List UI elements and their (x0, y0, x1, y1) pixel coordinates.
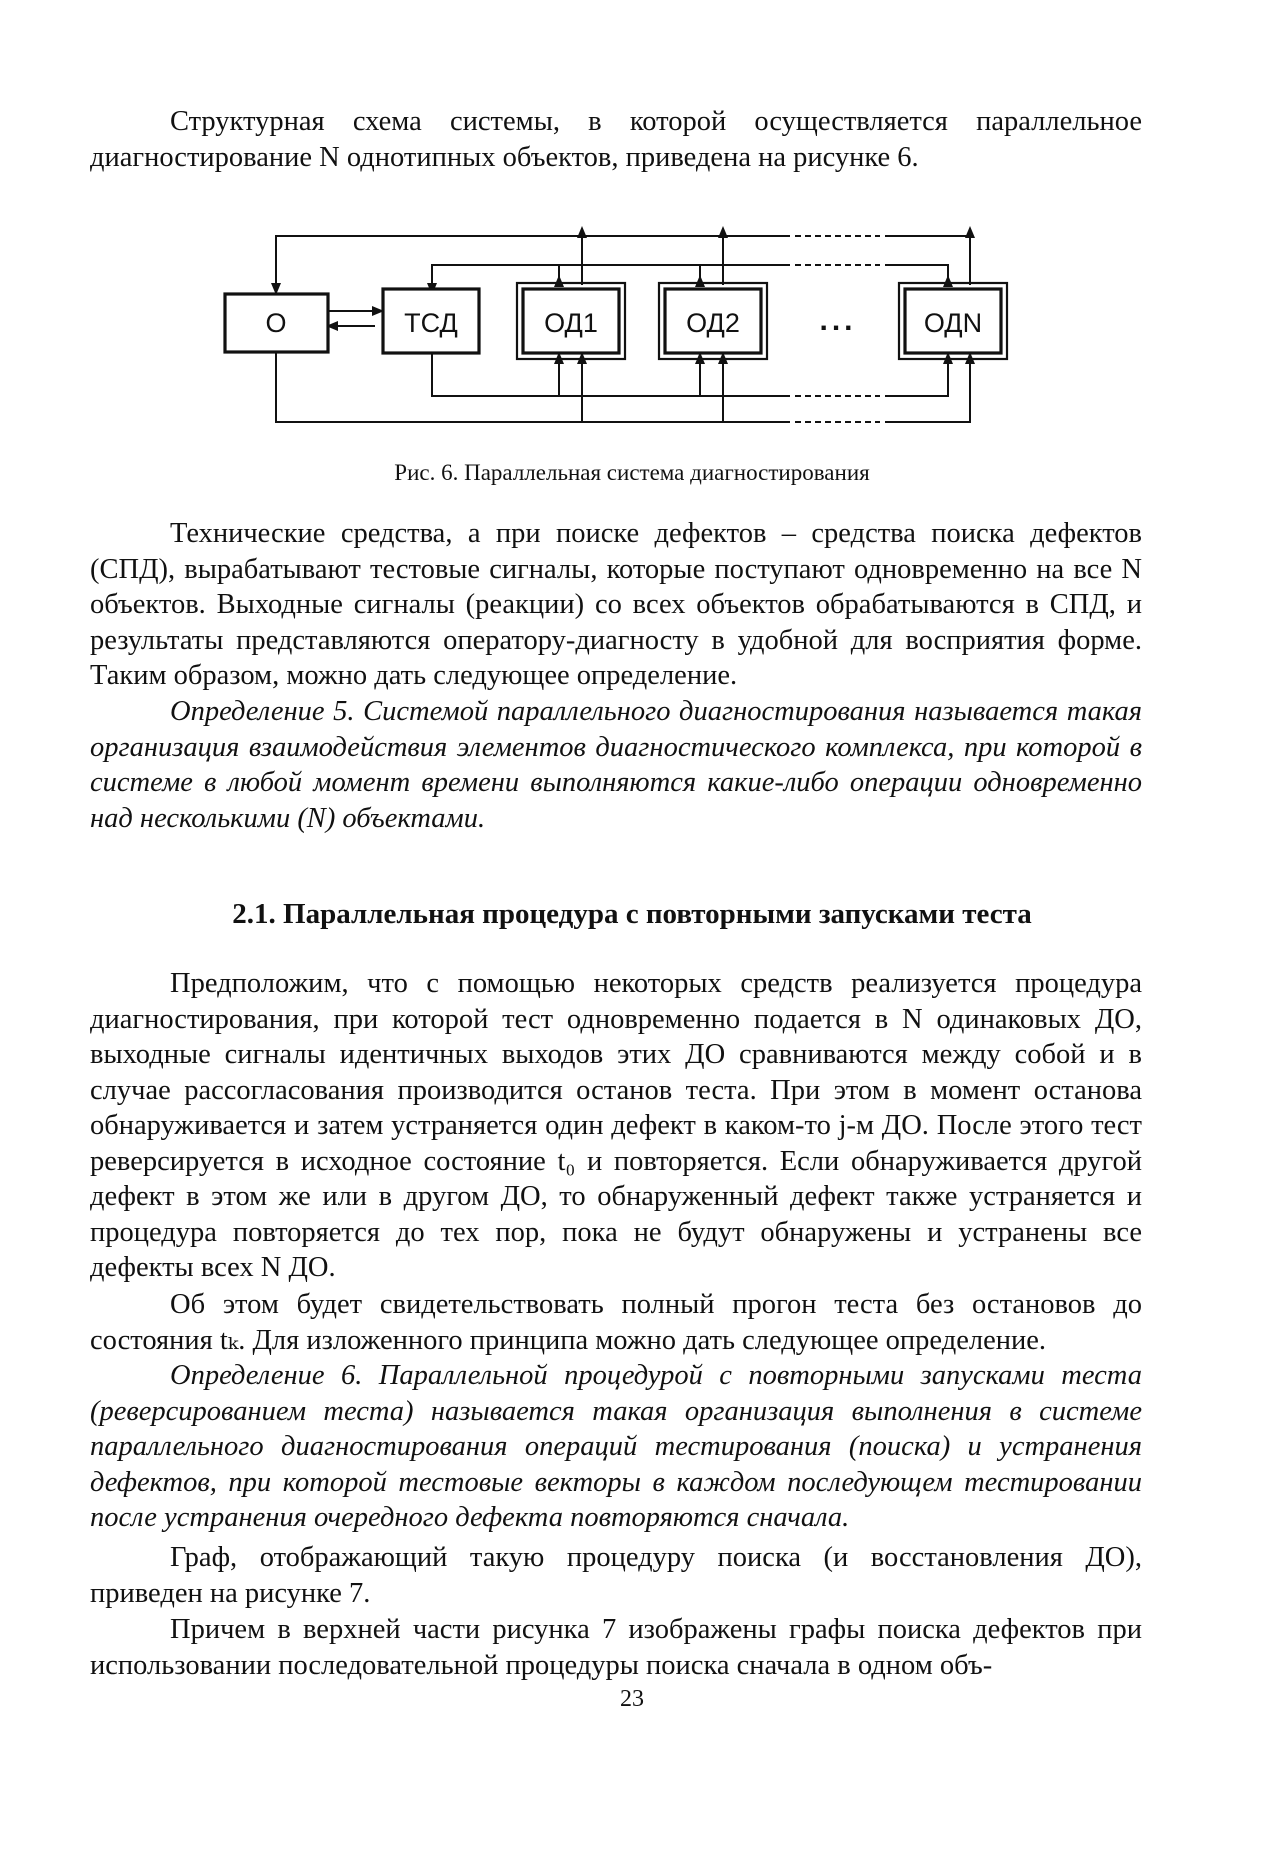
section-heading: 2.1. Параллельная процедура с повторными запусками теста (232, 898, 1032, 930)
label-od1: ОД1 (544, 308, 598, 338)
paragraph-figure7: Причем в верхней части рисунка 7 изображены графы поиска дефектов при использовании последовательной процедуры поиска сначала в одном объ- (90, 1614, 1142, 1681)
figure-parallel-diagnosis-diagram (0, 0, 1264, 450)
paragraph-definition-5: Определение 5. Системой параллельного диагностирования называется такая организация взаимодействия элементов диагностического комплекса, при которой в системе в любой момент времени выполняются какие-либо операции одновременно над несколькими (N) объектами. (90, 696, 1142, 834)
label-odn: ОДN (923, 308, 983, 338)
label-o: О (265, 308, 287, 338)
paragraph-graph: Граф, отображающий такую процедуру поиска (и восстановления ДО), приведен на рисунке 7. (90, 1542, 1142, 1609)
paragraph-evidence: Об этом будет свидетельствовать полный прогон теста без остановов до состояния tₖ. Для изложенного принципа можно дать следующее определение. (90, 1289, 1142, 1356)
paragraph-intro: Структурная схема системы, в которой осуществляется параллельное диагностирование N однотипных объектов, приведена на рисунке 6. (90, 106, 1142, 173)
wire-bottom-outer (276, 352, 790, 422)
label-tsd: ТСД (404, 308, 458, 338)
wire-top-outer-right (885, 236, 970, 285)
label-od2: ОД2 (686, 308, 740, 338)
paragraph-procedure: Предположим, что с помощью некоторых средств реализуется процедура диагностирования, при которой тест одновременно подается в N одинаковых ДО, выходные сигналы идентичных выходов этих ДО сравниваются между собой и в случае рассогласования производится останов теста. При этом в момент останова обнаруживается и затем устраняется один дефект в каком-то j-м ДО. После этого тест реверсируется в исходное состояние t₀ и повторяется. Если обнаруживается другой дефект в этом же или в другом ДО, то обнаруженный дефект также устраняется и процедура повторяется до тех пор, пока не будут обнаружены и устранены все дефекты всех N ДО. (90, 968, 1142, 1283)
figure-caption: Рис. 6. Параллельная система диагностирования (394, 460, 870, 485)
page-number: 23 (620, 1686, 644, 1712)
paragraph-technical-means: Технические средства, а при поиске дефектов – средства поиска дефектов (СПД), вырабатывают тестовые сигналы, которые поступают одновременно на все N объектов. Выходные сигналы (реакции) со всех объектов обрабатываются в СПД, и результаты представляются оператору-диагносту в удобной для восприятия форме. Таким образом, можно дать следующее определение. (90, 518, 1142, 691)
paragraph-definition-6: Определение 6. Параллельной процедурой с повторными запусками теста (реверсированием теста) называется такая организация выполнения в системе параллельного диагностирования операций тестирования (поиска) и устранения дефектов, при которой тестовые векторы в каждом последующем тестировании после устранения очередного дефекта повторяются сначала. (90, 1360, 1142, 1533)
wire-top-outer (276, 236, 790, 285)
ellipsis-between-objects: ... (819, 304, 857, 337)
